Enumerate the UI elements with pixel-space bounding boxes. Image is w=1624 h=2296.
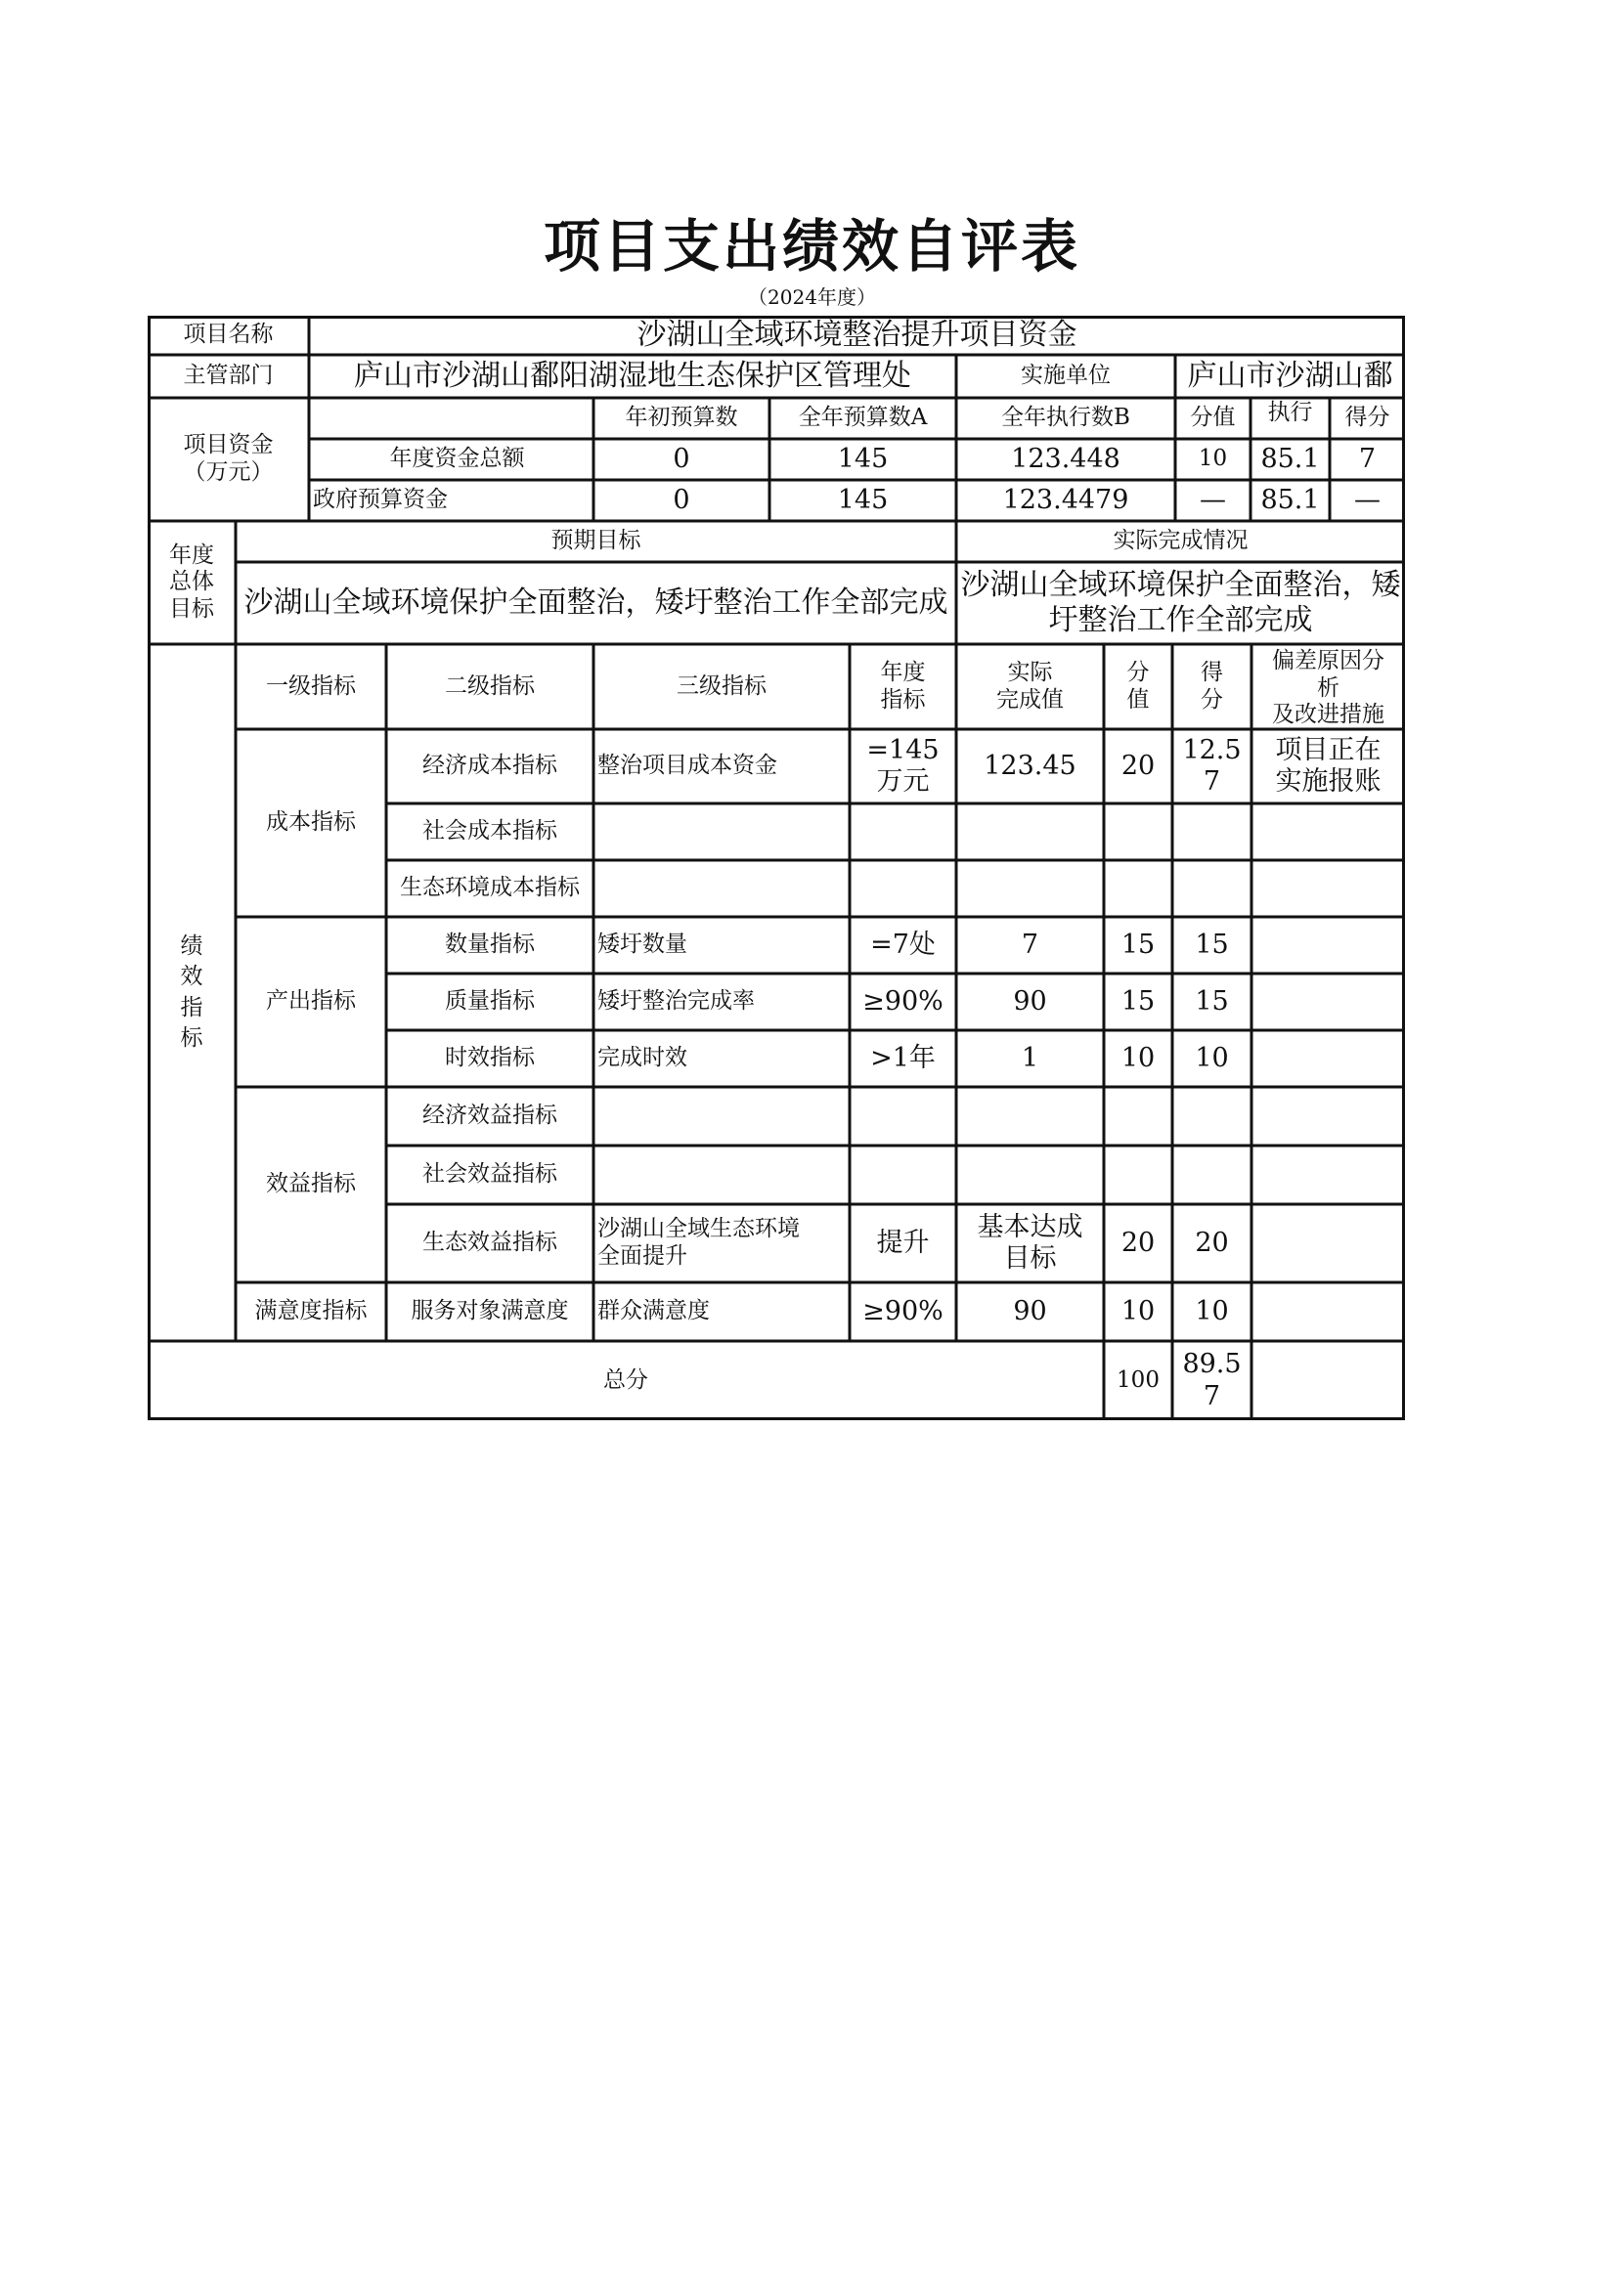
page-title: 项目支出绩效自评表 — [543, 213, 1080, 280]
group-output: 产出指标 — [266, 988, 356, 1015]
header-score-value: 分 值 — [1126, 659, 1150, 713]
performance-table — [148, 316, 1405, 1420]
row-level3: 完成时效 — [597, 1045, 687, 1071]
row-actual: 123.45 — [984, 750, 1076, 781]
funds-row-total-annual: 145 — [837, 443, 889, 474]
row-level2: 质量指标 — [445, 988, 535, 1015]
header-level3: 三级指标 — [677, 672, 767, 699]
project-name: 沙湖山全域环境整治提升项目资金 — [636, 318, 1077, 352]
row-level2: 经济效益指标 — [422, 1103, 557, 1129]
row-score: 15 — [1195, 985, 1229, 1017]
funds-header-annual: 全年预算数A — [798, 405, 928, 431]
header-score: 得 分 — [1201, 659, 1223, 713]
row-score: 20 — [1195, 1227, 1229, 1258]
row-level2: 服务对象满意度 — [411, 1298, 569, 1324]
row-actual: 90 — [1013, 1295, 1047, 1326]
goals-expected: 沙湖山全域环境保护全面整治，矮圩整治工作全部完成 — [243, 585, 948, 620]
row-level2: 社会效益指标 — [422, 1161, 557, 1188]
row-actual: 基本达成 目标 — [977, 1211, 1083, 1274]
funds-row-total-executed: 123.448 — [1011, 443, 1120, 474]
funds-row-gov-rate: 85.1 — [1260, 484, 1320, 515]
row-level3: 矮圩数量 — [597, 931, 687, 958]
funds-row-gov-score: — — [1354, 484, 1381, 515]
row-score-value: 15 — [1120, 929, 1156, 960]
funds-row-total-name: 年度资金总额 — [389, 446, 525, 472]
funds-row-total-score: 7 — [1358, 443, 1377, 474]
row-score: 10 — [1195, 1295, 1229, 1326]
row-actual: 90 — [1013, 985, 1047, 1017]
goals-actual-label: 实际完成情况 — [1113, 528, 1249, 554]
row-actual: 1 — [1021, 1042, 1039, 1073]
funds-header-score: 得分 — [1344, 405, 1390, 431]
row-score-value: 10 — [1120, 1042, 1156, 1073]
row-target: 提升 — [876, 1227, 930, 1258]
row-target: ≥90% — [862, 1295, 944, 1326]
row-level3: 矮圩整治完成率 — [597, 988, 755, 1015]
row-target: =145 万元 — [866, 734, 940, 797]
funds-row-gov-executed: 123.4479 — [1002, 484, 1129, 515]
impl-label: 实施单位 — [1021, 363, 1111, 389]
total-score-value: 100 — [1117, 1366, 1160, 1393]
header-deviation: 偏差原因分 析 及改进措施 — [1272, 648, 1384, 728]
dept-label: 主管部门 — [183, 363, 274, 389]
row-actual: 7 — [1021, 929, 1039, 960]
row-level2: 生态效益指标 — [422, 1230, 557, 1256]
funds-row-gov-score-value: — — [1200, 484, 1226, 515]
funds-row-total-score-value: 10 — [1198, 446, 1228, 472]
funds-row-gov-name: 政府预算资金 — [313, 487, 448, 513]
fiscal-year: （2024年度） — [748, 285, 876, 309]
row-score-value: 15 — [1120, 985, 1156, 1017]
funds-row-gov-annual: 145 — [837, 484, 889, 515]
row-score: 10 — [1195, 1042, 1229, 1073]
row-level3: 群众满意度 — [597, 1298, 710, 1324]
funds-header-executed: 全年执行数B — [1001, 405, 1130, 431]
row-level2: 数量指标 — [445, 931, 535, 958]
row-score: 15 — [1195, 929, 1229, 960]
row-level2: 时效指标 — [445, 1045, 535, 1071]
impl-value: 庐山市沙湖山鄱 — [1187, 359, 1393, 393]
row-target: >1年 — [870, 1042, 936, 1073]
group-cost: 成本指标 — [266, 809, 356, 836]
funds-row-total-rate: 85.1 — [1260, 443, 1320, 474]
row-deviation: 项目正在 实施报账 — [1275, 734, 1382, 797]
header-target: 年度 指标 — [880, 659, 926, 713]
project-name-label: 项目名称 — [183, 322, 274, 348]
group-satisfaction: 满意度指标 — [254, 1298, 368, 1324]
header-level2: 二级指标 — [445, 672, 535, 699]
total-label: 总分 — [603, 1366, 648, 1393]
row-score: 12.5 7 — [1182, 734, 1242, 797]
indicators-side-label: 绩 效 指 标 — [180, 933, 203, 1051]
group-benefit: 效益指标 — [266, 1171, 356, 1197]
header-level1: 一级指标 — [266, 672, 356, 699]
row-target: =7处 — [870, 929, 936, 960]
goals-expected-label: 预期目标 — [550, 528, 641, 554]
funds-row-total-initial: 0 — [673, 443, 690, 474]
goals-label: 年度 总体 目标 — [169, 542, 214, 622]
goals-actual: 沙湖山全域环境保护全面整治，矮圩整治工作全部完成 — [960, 568, 1401, 637]
funds-header-rate: 执行 — [1267, 400, 1313, 425]
funds-label: 项目资金 （万元） — [183, 432, 274, 485]
header-actual: 实际 完成值 — [996, 659, 1064, 713]
row-score-value: 20 — [1120, 1227, 1156, 1258]
funds-header-score-value: 分值 — [1190, 405, 1236, 431]
row-score-value: 20 — [1120, 750, 1156, 781]
total-score: 89.5 7 — [1182, 1349, 1242, 1411]
row-level3: 整治项目成本资金 — [597, 753, 777, 779]
row-level3: 沙湖山全域生态环境 全面提升 — [597, 1216, 800, 1269]
dept-value: 庐山市沙湖山鄱阳湖湿地生态保护区管理处 — [354, 359, 911, 393]
row-target: ≥90% — [862, 985, 944, 1017]
row-level2: 社会成本指标 — [422, 818, 557, 845]
row-score-value: 10 — [1120, 1295, 1156, 1326]
funds-row-gov-initial: 0 — [673, 484, 690, 515]
row-level2: 生态环境成本指标 — [400, 875, 580, 901]
funds-header-initial: 年初预算数 — [625, 405, 738, 431]
row-level2: 经济成本指标 — [422, 753, 557, 779]
